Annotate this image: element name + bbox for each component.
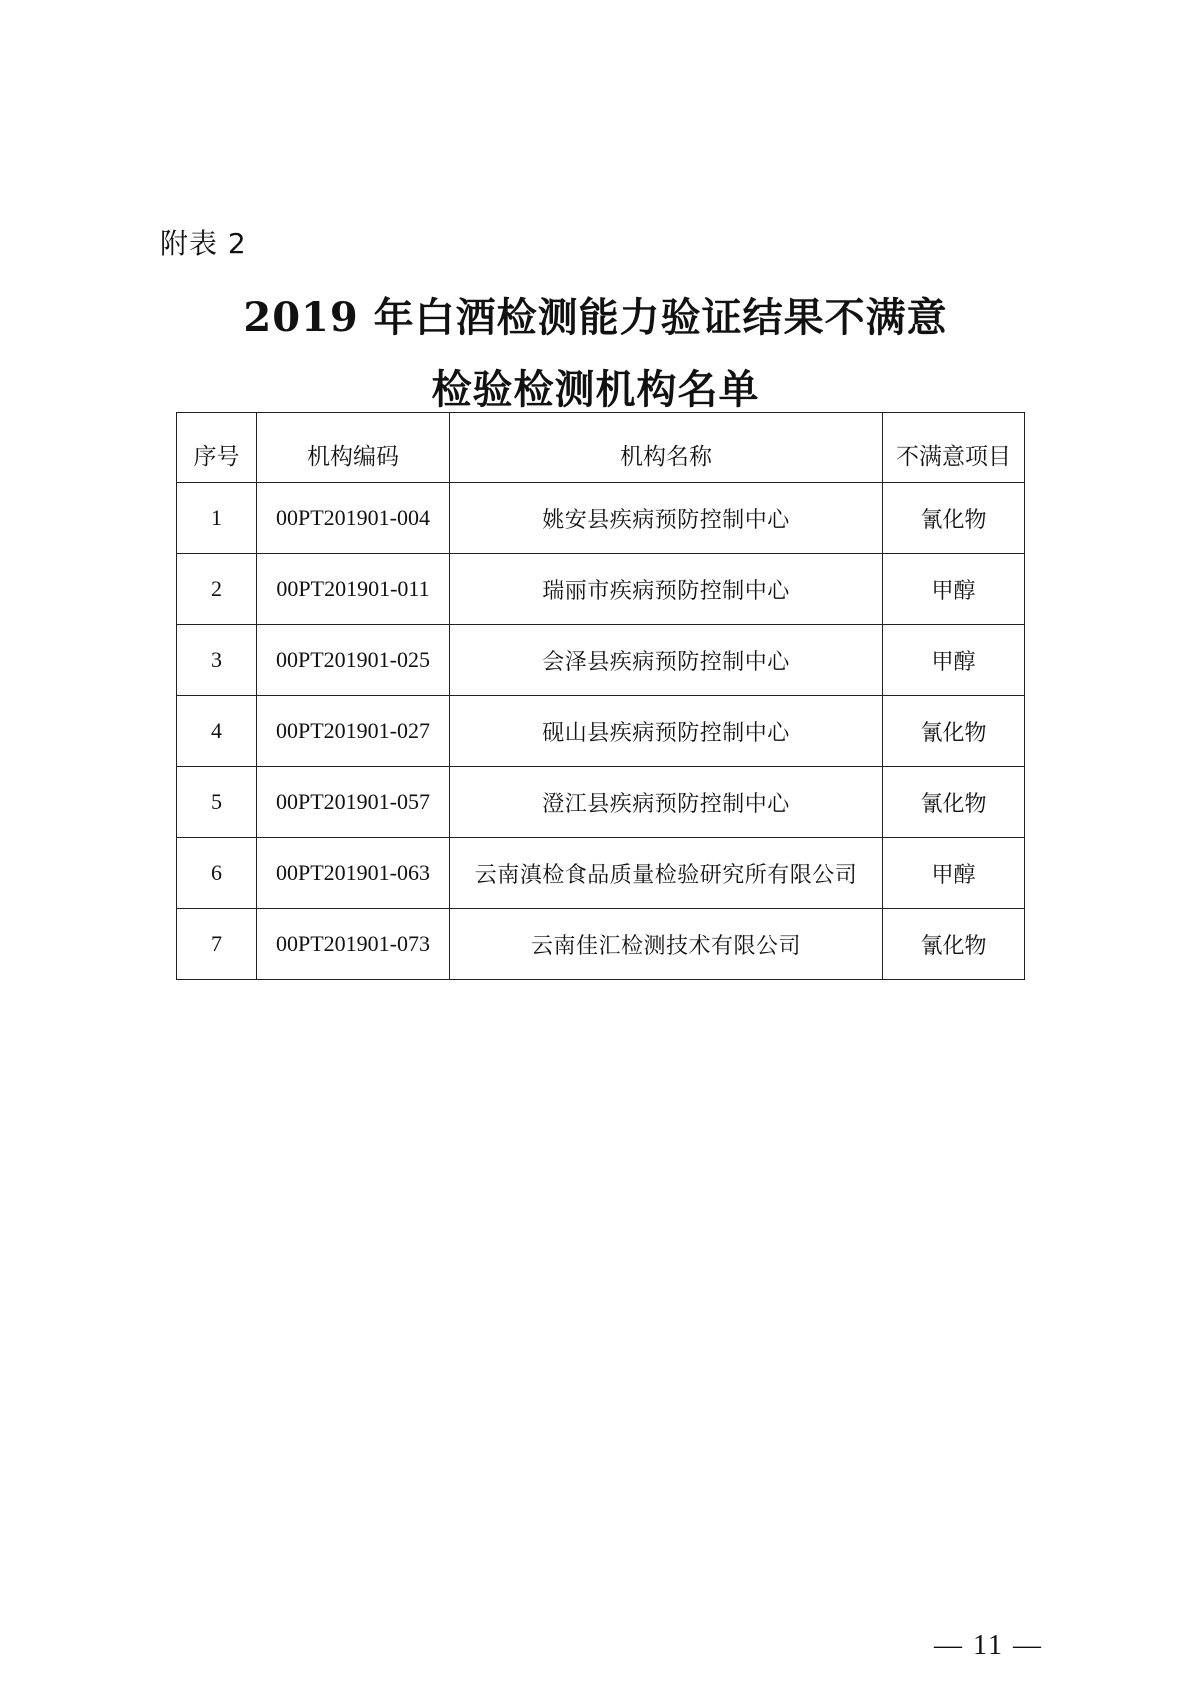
cell-item: 甲醇	[883, 625, 1025, 696]
table-row	[177, 554, 1025, 625]
table-header-row	[177, 413, 1025, 483]
appendix-label: 附表 2	[160, 227, 247, 260]
header-seq: 序号	[177, 413, 257, 483]
header-code: 机构编码	[257, 413, 450, 483]
cell-seq: 2	[177, 554, 257, 625]
cell-item: 氰化物	[883, 909, 1025, 980]
table-row	[177, 909, 1025, 980]
cell-code: 00PT201901-063	[257, 838, 450, 909]
cell-name: 云南佳汇检测技术有限公司	[450, 909, 883, 980]
cell-seq: 4	[177, 696, 257, 767]
cell-name: 瑞丽市疾病预防控制中心	[450, 554, 883, 625]
table-row	[177, 838, 1025, 909]
cell-seq: 1	[177, 483, 257, 554]
cell-item: 甲醇	[883, 838, 1025, 909]
header-name: 机构名称	[450, 413, 883, 483]
header-item: 不满意项目	[883, 413, 1025, 483]
cell-name: 会泽县疾病预防控制中心	[450, 625, 883, 696]
cell-code: 00PT201901-025	[257, 625, 450, 696]
page-title-line-2: 检验检测机构名单	[431, 366, 760, 413]
cell-name: 姚安县疾病预防控制中心	[450, 483, 883, 554]
cell-name: 云南滇检食品质量检验研究所有限公司	[450, 838, 883, 909]
table-row	[177, 767, 1025, 838]
cell-item: 甲醇	[883, 554, 1025, 625]
table-row	[177, 696, 1025, 767]
cell-code: 00PT201901-073	[257, 909, 450, 980]
cell-seq: 7	[177, 909, 257, 980]
cell-code: 00PT201901-057	[257, 767, 450, 838]
table-row	[177, 483, 1025, 554]
cell-name: 澄江县疾病预防控制中心	[450, 767, 883, 838]
cell-code: 00PT201901-027	[257, 696, 450, 767]
page-title-line-1: 2019 年白酒检测能力验证结果不满意	[243, 294, 948, 341]
cell-name: 砚山县疾病预防控制中心	[450, 696, 883, 767]
table-row	[177, 625, 1025, 696]
cell-item: 氰化物	[883, 767, 1025, 838]
cell-seq: 5	[177, 767, 257, 838]
cell-seq: 6	[177, 838, 257, 909]
cell-code: 00PT201901-004	[257, 483, 450, 554]
cell-item: 氰化物	[883, 696, 1025, 767]
cell-item: 氰化物	[883, 483, 1025, 554]
cell-seq: 3	[177, 625, 257, 696]
unsatisfactory-institutions-table	[176, 412, 1025, 980]
cell-code: 00PT201901-011	[257, 554, 450, 625]
page-number: — 11 —	[934, 1630, 1043, 1661]
